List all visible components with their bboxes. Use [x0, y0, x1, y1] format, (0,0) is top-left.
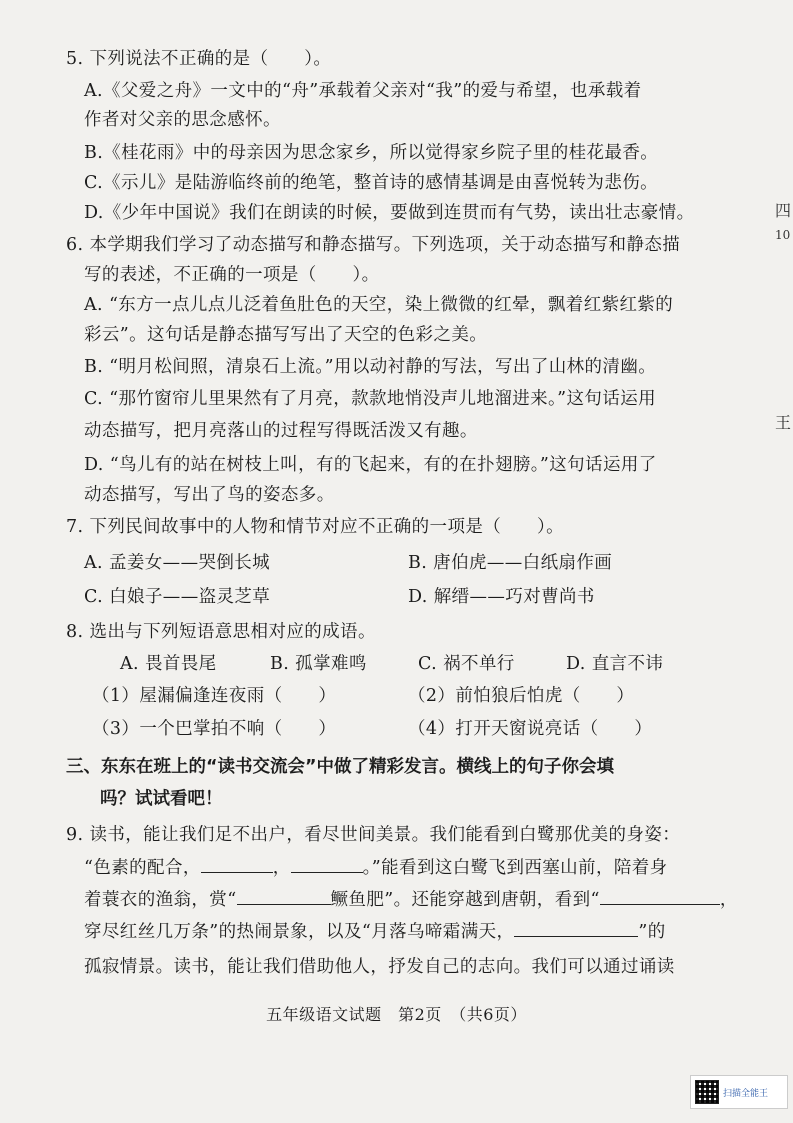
- q9-text: “色素的配合，: [84, 858, 201, 878]
- q9-text: ，: [272, 858, 291, 878]
- answer-blank[interactable]: [237, 886, 331, 905]
- answer-blank[interactable]: [291, 854, 363, 873]
- page-footer: 五年级语文试题 第2页 （共6页）: [266, 1005, 527, 1024]
- q6-option-d-cont: 动态描写，写出了鸟的姿态多。: [84, 485, 335, 505]
- q6-stem-cont: 写的表述，不正确的一项是（ ）。: [84, 265, 380, 285]
- q8-choice-d: D. 直言不讳: [566, 654, 664, 674]
- q6-option-a: A. “东方一点儿点儿泛着鱼肚色的天空，染上微微的红晕，飘着红紫红紫的: [84, 295, 674, 315]
- q7-option-b: B. 唐伯虎——白纸扇作画: [408, 553, 613, 573]
- q9-line-5: 孤寂情景。读书，能让我们借助他人，抒发自己的志向。我们可以通过诵读: [84, 957, 675, 977]
- q9-text: 着蓑衣的渔翁，赏“: [84, 890, 237, 910]
- edge-mark: 10: [775, 228, 791, 242]
- q7-stem: 7. 下列民间故事中的人物和情节对应不正确的一项是（ ）。: [66, 517, 565, 537]
- edge-mark: 四: [775, 201, 792, 220]
- q6-option-c-cont: 动态描写，把月亮落山的过程写得既活泼又有趣。: [84, 421, 478, 441]
- edge-mark: 王: [775, 413, 792, 432]
- q9-line-4: [84, 918, 666, 945]
- q8-choice-b: B. 孤掌难鸣: [270, 654, 367, 674]
- q5-option-d: D.《少年中国说》我们在朗读的时候，要做到连贯而有气势，读出壮志豪情。: [84, 203, 695, 223]
- q9-text: 穿尽红丝几万条”的热闹景象，以及“月落乌啼霜满天，: [84, 922, 515, 942]
- scanner-watermark-text: 扫描全能王: [723, 1088, 769, 1099]
- q9-text: 。”能看到这白鹭飞到西塞山前，陪着身: [362, 858, 668, 878]
- q5-stem: 5. 下列说法不正确的是（ ）。: [66, 49, 332, 69]
- q7-option-d: D. 解缙——巧对曹尚书: [408, 587, 595, 607]
- answer-blank[interactable]: [600, 886, 720, 905]
- answer-blank[interactable]: [201, 854, 273, 873]
- q6-option-a-cont: 彩云”。这句话是静态描写写出了天空的色彩之美。: [84, 325, 488, 345]
- q8-item-4: （4）打开天窗说亮话（ ）: [408, 719, 653, 739]
- q5-option-a: A.《父爱之舟》一文中的“舟”承载着父亲对“我”的爱与希望，也承载着: [84, 81, 642, 101]
- section-3-title: 三、东东在班上的“读书交流会”中做了精彩发言。横线上的句子你会填: [66, 757, 615, 777]
- scanner-watermark: [690, 1075, 788, 1109]
- q5-option-a-cont: 作者对父亲的思念感怀。: [84, 110, 281, 130]
- q7-option-c: C. 白娘子——盗灵芝草: [84, 587, 271, 607]
- q9-line-3: [84, 886, 738, 913]
- q8-item-1: （1）屋漏偏逢连夜雨（ ）: [92, 686, 337, 706]
- q9-text: 鳜鱼肥”。还能穿越到唐朝，看到“: [330, 890, 600, 910]
- q7-option-a: A. 孟姜女——哭倒长城: [84, 553, 271, 573]
- q6-option-c: C. “那竹窗帘儿里果然有了月亮，款款地悄没声儿地溜进来。”这句话运用: [84, 389, 657, 409]
- q8-choice-a: A. 畏首畏尾: [120, 654, 217, 674]
- q8-item-2: （2）前怕狼后怕虎（ ）: [408, 686, 635, 706]
- q8-choice-c: C. 祸不单行: [418, 654, 515, 674]
- q9-line-2: [84, 854, 668, 881]
- q6-option-d: D. “鸟儿有的站在树枝上叫，有的飞起来，有的在扑翅膀。”这句话运用了: [84, 455, 657, 475]
- q5-option-c: C.《示儿》是陆游临终前的绝笔，整首诗的感情基调是由喜悦转为悲伤。: [84, 173, 659, 193]
- q9-text: ”的: [638, 922, 666, 942]
- q6-stem: 6. 本学期我们学习了动态描写和静态描写。下列选项，关于动态描写和静态描: [66, 235, 681, 255]
- q8-item-3: （3）一个巴掌拍不响（ ）: [92, 719, 337, 739]
- q5-option-b: B.《桂花雨》中的母亲因为思念家乡，所以觉得家乡院子里的桂花最香。: [84, 143, 659, 163]
- qr-code-icon: [695, 1080, 719, 1104]
- q9-line-1: 9. 读书，能让我们足不出户，看尽世间美景。我们能看到白鹭那优美的身姿：: [66, 825, 681, 845]
- section-3-title-cont: 吗？试试看吧！: [100, 789, 223, 809]
- answer-blank[interactable]: [514, 918, 638, 937]
- q8-stem: 8. 选出与下列短语意思相对应的成语。: [66, 622, 376, 642]
- q9-text: ，: [719, 890, 738, 910]
- q6-option-b: B. “明月松间照，清泉石上流。”用以动衬静的写法，写出了山林的清幽。: [84, 357, 657, 377]
